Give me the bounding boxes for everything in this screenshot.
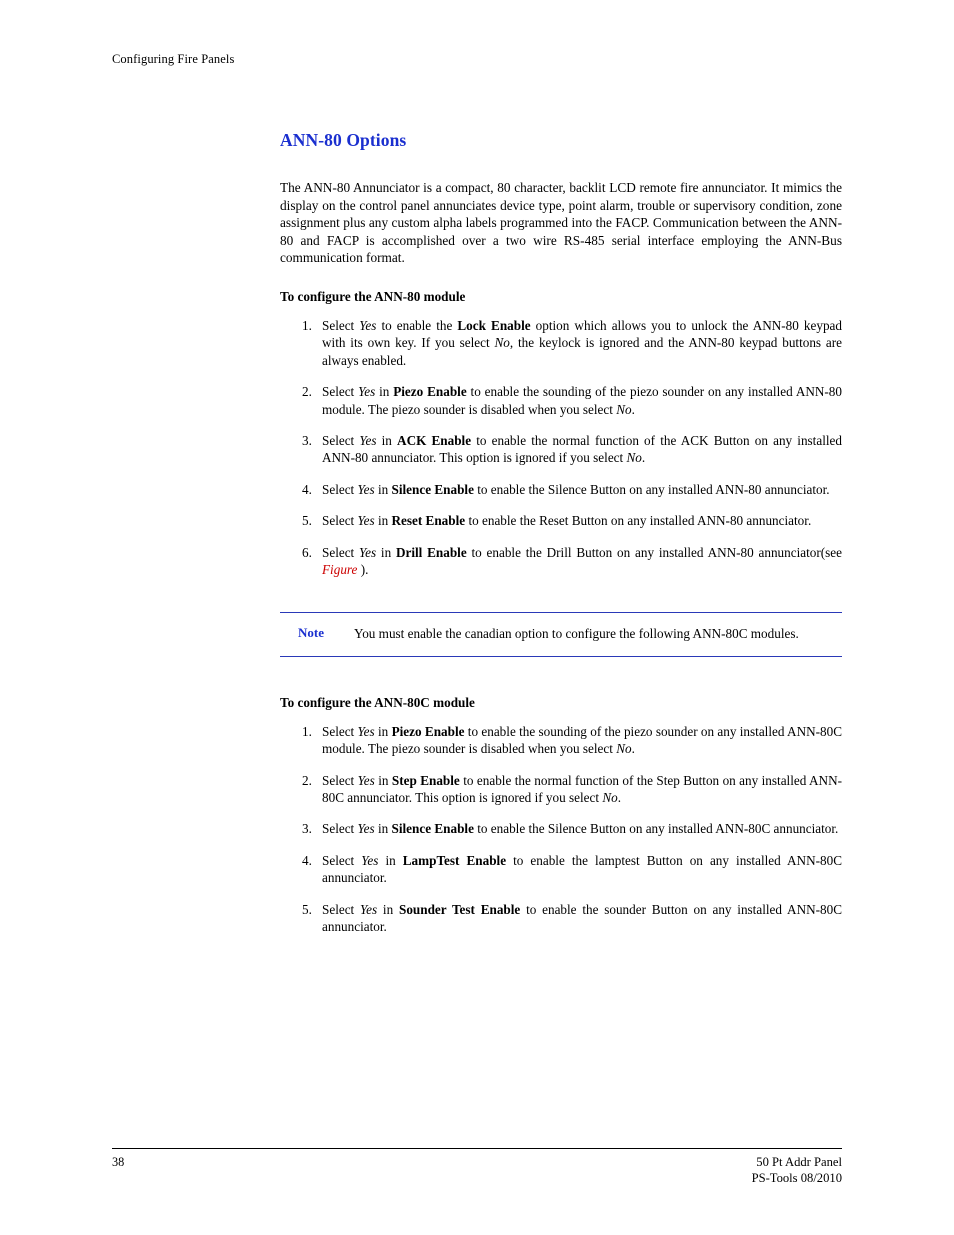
text-run: in — [374, 513, 392, 529]
text-run: Select — [322, 513, 358, 529]
spacer — [280, 657, 842, 695]
text-run: in — [374, 723, 392, 739]
list-item-text — [322, 902, 842, 934]
text-run: to enable the lamptest Button on any installed ANN-80C annunciator. — [322, 852, 842, 886]
list-item-number: 1. — [302, 723, 312, 739]
list-item — [280, 852, 842, 887]
text-run: to enable the sounding of the piezo sounder on any installed ANN-80C module. The piezo sounder is disabled when you select — [322, 723, 842, 757]
text-run: Select — [322, 852, 362, 868]
list-item-number: 5. — [302, 513, 312, 529]
list-item-number: 1. — [302, 317, 312, 333]
option-value: Yes — [357, 821, 375, 837]
option-value: No — [616, 741, 632, 757]
text-run: Select — [322, 481, 358, 497]
text-run: in — [374, 481, 392, 497]
note-text: You must enable the canadian option to configure the following ANN-80C modules. — [354, 626, 799, 642]
option-name: Silence Enable — [391, 821, 474, 837]
running-head: Configuring Fire Panels — [112, 52, 235, 66]
list-item-text — [322, 724, 842, 756]
list-item-text — [322, 384, 842, 416]
option-name: Sounder Test Enable — [398, 901, 521, 917]
text-run: in — [376, 433, 398, 448]
option-value: No — [494, 335, 510, 351]
list-item-text — [322, 318, 842, 368]
text-run: . — [631, 401, 635, 417]
list-item — [280, 772, 842, 807]
list-item — [280, 544, 842, 579]
footer-doc-ref: PS-Tools 08/2010 — [751, 1170, 842, 1185]
option-name: Lock Enable — [457, 317, 531, 333]
option-name: Piezo Enable — [393, 384, 467, 400]
list-item-text — [322, 513, 811, 528]
footer-doc-title: 50 Pt Addr Panel — [756, 1155, 842, 1169]
option-name: Drill Enable — [395, 544, 467, 560]
text-run: Select — [322, 901, 361, 917]
ann80c-procedure-heading: To configure the ANN-80C module — [280, 694, 475, 710]
intro-paragraph: The ANN-80 Annunciator is a compact, 80 character, backlit LCD remote fire annunciator. It mimics the display on the control panel annunciates device type, point alarm, trouble or supervisory condition, zone assignment plus any custom alpha labels programmed into the FACP. Communication between the ANN-80 and FACP is accomplished over a two wire RS-485 serial interface employing the ANN-Bus communication format. — [280, 180, 842, 266]
text-run: in — [375, 384, 394, 400]
list-item-number: 2. — [302, 384, 312, 400]
text-run: in — [378, 852, 403, 868]
text-run: . — [631, 741, 635, 757]
list-item-number: 3. — [302, 821, 312, 837]
text-run: option which allows you to unlock the ANN-80 keypad with its own key. If you select — [322, 317, 842, 351]
list-item-text — [322, 545, 842, 577]
text-run: to enable the Drill Button on any installed ANN-80 annunciator(see — [466, 544, 842, 560]
text-run: in — [374, 772, 392, 788]
text-run: Select — [322, 821, 358, 837]
option-value: No — [626, 450, 642, 466]
option-value: Yes — [357, 723, 375, 739]
option-name: Step Enable — [391, 772, 460, 788]
page-content — [280, 130, 842, 950]
option-value: No — [602, 790, 618, 806]
text-run: to enable the Silence Button on any installed ANN-80C annunciator. — [473, 821, 839, 837]
list-item-number: 2. — [302, 772, 312, 788]
list-item — [280, 901, 842, 936]
note-body — [280, 613, 842, 655]
option-value: Yes — [360, 901, 378, 917]
text-run: to enable the sounder Button on any installed ANN-80C annunciator. — [322, 901, 842, 935]
text-run: Select — [322, 772, 358, 788]
list-item-text — [322, 482, 830, 497]
list-item — [280, 317, 842, 369]
option-name: LampTest Enable — [402, 852, 507, 868]
text-run: to enable the normal function of the ACK Button on any installed ANN-80 annunciator. This option is ignored if you select — [322, 433, 842, 466]
list-item-number: 4. — [302, 481, 312, 497]
figure-cross-reference[interactable]: Figure — [322, 562, 358, 578]
note-callout — [280, 612, 842, 656]
ann80c-step-list — [280, 723, 842, 936]
option-value: Yes — [359, 433, 377, 448]
list-item-number: 3. — [302, 433, 312, 448]
text-run: to enable the — [376, 317, 458, 333]
list-item-number: 5. — [302, 901, 312, 917]
option-value: Yes — [357, 481, 375, 497]
text-run: . — [617, 790, 622, 806]
text-run: . — [641, 450, 646, 466]
text-run: Select — [322, 317, 360, 333]
option-value: Yes — [358, 384, 376, 400]
page-number: 38 — [112, 1155, 125, 1169]
option-value: Yes — [359, 317, 377, 333]
text-run: in — [374, 821, 392, 837]
list-item — [280, 512, 842, 529]
list-item-text — [322, 433, 842, 465]
list-item-text — [322, 821, 838, 836]
option-value: Yes — [357, 513, 375, 529]
option-name: Piezo Enable — [391, 723, 465, 739]
footer-doc-info — [752, 1155, 842, 1186]
footer-rule — [112, 1148, 842, 1149]
text-run: in — [377, 901, 399, 917]
text-run: to enable the Reset Button on any installed ANN-80 annunciator. — [465, 513, 812, 529]
text-run: Select — [322, 384, 359, 400]
list-item — [280, 383, 842, 418]
ann80-procedure-heading: To configure the ANN-80 module — [280, 288, 466, 304]
list-item-number: 6. — [302, 544, 312, 560]
text-run: Select — [322, 433, 360, 448]
note-label: Note — [298, 625, 324, 641]
text-run: , the keylock is ignored and the ANN-80 keypad buttons are always enabled. — [322, 335, 842, 368]
text-run: in — [376, 544, 396, 560]
option-value: Yes — [361, 852, 379, 868]
text-run: to enable the sounding of the piezo sounder on any installed ANN-80 module. The piezo sounder is disabled when you select — [322, 384, 842, 417]
page-title: ANN-80 Options — [280, 130, 407, 150]
text-run: Select — [322, 544, 360, 560]
ann80-step-list — [280, 317, 842, 578]
list-item — [280, 481, 842, 498]
list-item — [280, 723, 842, 758]
option-value: Yes — [357, 772, 375, 788]
text-run: Select — [322, 723, 358, 739]
list-item-text — [322, 773, 842, 805]
option-value: Yes — [359, 544, 377, 560]
option-name: Reset Enable — [391, 513, 466, 529]
text-run: to enable the Silence Button on any installed ANN-80 annunciator. — [473, 481, 830, 497]
list-item — [280, 432, 842, 467]
text-run: ). — [357, 562, 369, 578]
list-item — [280, 820, 842, 837]
text-run: to enable the normal function of the Step Button on any installed ANN-80C annunciator. This option is ignored if you select — [322, 772, 842, 806]
option-value: No — [616, 401, 632, 417]
option-name: ACK Enable — [397, 433, 472, 448]
list-item-text — [322, 853, 842, 885]
option-name: Silence Enable — [391, 481, 474, 497]
list-item-number: 4. — [302, 852, 312, 868]
note-bottom-rule — [280, 656, 842, 657]
